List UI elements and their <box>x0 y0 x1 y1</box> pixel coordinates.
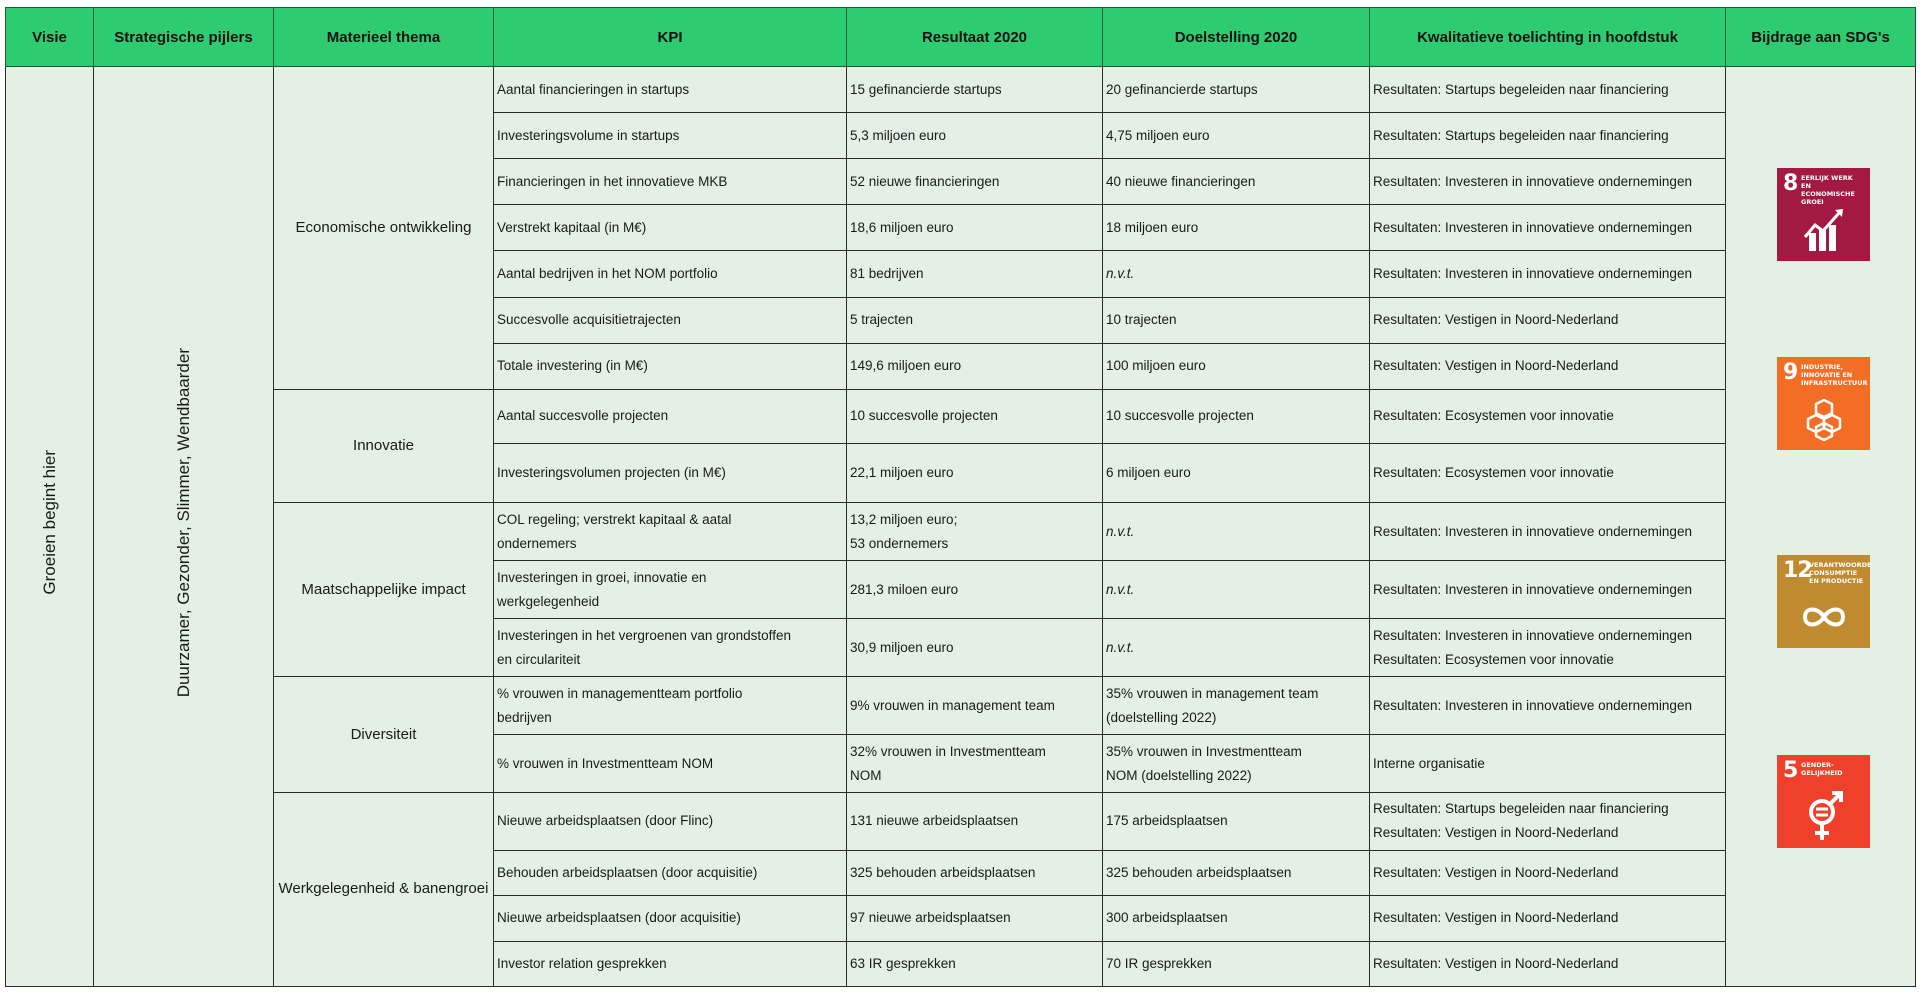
kpi-cell <box>494 677 847 735</box>
doelstelling-cell <box>1103 735 1370 793</box>
header-toelichting: Kwalitatieve toelichting in hoofdstuk <box>1370 8 1726 67</box>
sdg-title-line: CONSUMPTIE <box>1809 569 1858 577</box>
doelstelling-cell: n.v.t. <box>1103 619 1370 677</box>
header-kpi: KPI <box>494 8 847 67</box>
kpi-cell: Financieringen in het innovatieve MKB <box>494 159 847 205</box>
kpi-line: Investeringen in het vergroenen van grondstoffen <box>497 627 791 643</box>
sdg-title-line: GENDER- <box>1801 761 1834 769</box>
kpi-cell: Investeringsvolumen projecten (in M€) <box>494 444 847 503</box>
kpi-cell: Aantal bedrijven in het NOM portfolio <box>494 251 847 297</box>
toelichting-cell: Resultaten: Vestigen in Noord-Nederland <box>1370 941 1726 986</box>
sdg-title <box>1801 363 1866 387</box>
toelichting-cell: Resultaten: Investeren in innovatieve ondernemingen <box>1370 251 1726 297</box>
kpi-cell <box>494 503 847 561</box>
kpi-cell: % vrouwen in Investmentteam NOM <box>494 735 847 793</box>
toelichting-cell: Resultaten: Vestigen in Noord-Nederland <box>1370 895 1726 941</box>
resultaat-cell: 52 nieuwe financieringen <box>847 159 1103 205</box>
sdg-number: 5 <box>1783 758 1798 783</box>
header-pijlers: Strategische pijlers <box>94 8 274 67</box>
header-thema: Materieel thema <box>274 8 494 67</box>
kpi-line: COL regeling; verstrekt kapitaal & aatal <box>497 511 732 527</box>
table-row <box>6 792 1916 850</box>
doelstelling-cell: n.v.t. <box>1103 251 1370 297</box>
infinity-loop-icon <box>1777 592 1870 642</box>
resultaat-cell: 97 nieuwe arbeidsplaatsen <box>847 895 1103 941</box>
doelstelling-line: (doelstelling 2022) <box>1106 709 1217 725</box>
toelichting-cell: Resultaten: Vestigen in Noord-Nederland <box>1370 343 1726 389</box>
theme-werkgelegenheid: Werkgelegenheid & banengroei <box>274 792 494 986</box>
toelichting-cell: Resultaten: Ecosystemen voor innovatie <box>1370 389 1726 443</box>
resultaat-cell: 30,9 miljoen euro <box>847 619 1103 677</box>
visie-cell <box>6 67 94 987</box>
sdg-12-tile <box>1777 555 1870 648</box>
kpi-line: bedrijven <box>497 709 552 725</box>
kpi-cell: Totale investering (in M€) <box>494 343 847 389</box>
kpi-cell: Verstrekt kapitaal (in M€) <box>494 205 847 251</box>
doelstelling-cell: 10 trajecten <box>1103 297 1370 343</box>
doelstelling-cell: n.v.t. <box>1103 503 1370 561</box>
toelichting-cell: Resultaten: Investeren in innovatieve ondernemingen <box>1370 159 1726 205</box>
toelichting-cell: Resultaten: Investeren in innovatieve ondernemingen <box>1370 503 1726 561</box>
kpi-cell <box>494 561 847 619</box>
sdg-title-line: GELIJKHEID <box>1801 769 1843 777</box>
doelstelling-cell: 300 arbeidsplaatsen <box>1103 895 1370 941</box>
kpi-line: Investeringen in groei, innovatie en <box>497 569 707 585</box>
sdg-number: 9 <box>1783 360 1798 385</box>
table-row <box>6 677 1916 735</box>
kpi-cell: Succesvolle acquisitietrajecten <box>494 297 847 343</box>
doelstelling-line: 35% vrouwen in management team <box>1106 685 1319 701</box>
sdg-cell <box>1726 67 1916 987</box>
toelichting-cell: Resultaten: Ecosystemen voor innovatie <box>1370 444 1726 503</box>
sdg-title <box>1801 761 1866 777</box>
toelichting-cell: Resultaten: Investeren in innovatieve ondernemingen <box>1370 561 1726 619</box>
growth-chart-icon <box>1777 205 1870 255</box>
sdg-title-line: INDUSTRIE, <box>1801 363 1843 371</box>
sdg-number: 12 <box>1783 558 1812 583</box>
theme-diversiteit: Diversiteit <box>274 677 494 793</box>
doelstelling-cell: 10 succesvolle projecten <box>1103 389 1370 443</box>
toelichting-cell: Resultaten: Vestigen in Noord-Nederland <box>1370 850 1726 895</box>
kpi-line: en circulariteit <box>497 651 581 667</box>
sdg-5-tile <box>1777 755 1870 848</box>
toelichting-cell <box>1370 792 1726 850</box>
kpi-table <box>5 7 1916 987</box>
doelstelling-cell <box>1103 677 1370 735</box>
doelstelling-line: NOM (doelstelling 2022) <box>1106 767 1252 783</box>
theme-maatschappelijke-impact: Maatschappelijke impact <box>274 503 494 677</box>
doelstelling-cell: 325 behouden arbeidsplaatsen <box>1103 850 1370 895</box>
pijlers-cell <box>94 67 274 987</box>
resultaat-cell: 10 succesvolle projecten <box>847 389 1103 443</box>
header-doelstelling: Doelstelling 2020 <box>1103 8 1370 67</box>
kpi-cell: Investeringsvolume in startups <box>494 113 847 159</box>
sdg-title-line: INFRASTRUCTUUR <box>1801 379 1868 387</box>
resultaat-line: NOM <box>850 767 882 783</box>
kpi-cell: Aantal financieringen in startups <box>494 67 847 113</box>
sdg-title-line: EERLIJK WERK <box>1801 174 1853 182</box>
sdg-title <box>1801 174 1866 206</box>
toelichting-line: Resultaten: Vestigen in Noord-Nederland <box>1373 825 1619 841</box>
cubes-icon <box>1777 394 1870 444</box>
sdg-title-line: EN ECONOMISCHE <box>1801 182 1855 198</box>
kpi-line: werkgelegenheid <box>497 593 600 609</box>
doelstelling-cell: n.v.t. <box>1103 561 1370 619</box>
toelichting-cell: Resultaten: Investeren in innovatieve ondernemingen <box>1370 205 1726 251</box>
table-row <box>6 503 1916 561</box>
resultaat-cell: 131 nieuwe arbeidsplaatsen <box>847 792 1103 850</box>
resultaat-cell <box>847 503 1103 561</box>
sdg-title <box>1809 561 1872 585</box>
kpi-line: ondernemers <box>497 535 577 551</box>
resultaat-cell: 149,6 miljoen euro <box>847 343 1103 389</box>
resultaat-cell: 281,3 miloen euro <box>847 561 1103 619</box>
resultaat-cell: 22,1 miljoen euro <box>847 444 1103 503</box>
resultaat-cell: 81 bedrijven <box>847 251 1103 297</box>
sdg-title-line: EN PRODUCTIE <box>1809 577 1864 585</box>
resultaat-cell: 325 behouden arbeidsplaatsen <box>847 850 1103 895</box>
header-resultaat: Resultaat 2020 <box>847 8 1103 67</box>
sdg-column <box>1726 67 1915 986</box>
theme-economische-ontwikkeling: Economische ontwikkeling <box>274 67 494 390</box>
sdg-number: 8 <box>1783 171 1798 196</box>
doelstelling-cell: 18 miljoen euro <box>1103 205 1370 251</box>
doelstelling-cell: 6 miljoen euro <box>1103 444 1370 503</box>
sdg-8-tile <box>1777 168 1870 261</box>
resultaat-cell: 15 gefinancierde startups <box>847 67 1103 113</box>
resultaat-line: 53 ondernemers <box>850 535 949 551</box>
resultaat-line: 13,2 miljoen euro; <box>850 511 958 527</box>
kpi-cell: Nieuwe arbeidsplaatsen (door Flinc) <box>494 792 847 850</box>
sdg-9-tile <box>1777 357 1870 450</box>
doelstelling-line: 35% vrouwen in Investmentteam <box>1106 743 1302 759</box>
toelichting-line: Resultaten: Startups begeleiden naar financiering <box>1373 801 1669 817</box>
resultaat-cell: 18,6 miljoen euro <box>847 205 1103 251</box>
kpi-cell: Nieuwe arbeidsplaatsen (door acquisitie) <box>494 895 847 941</box>
sdg-title-line: VERANTWOORDE <box>1809 561 1872 569</box>
resultaat-cell: 9% vrouwen in management team <box>847 677 1103 735</box>
toelichting-cell <box>1370 619 1726 677</box>
resultaat-cell: 5,3 miljoen euro <box>847 113 1103 159</box>
kpi-cell: Behouden arbeidsplaatsen (door acquisitie) <box>494 850 847 895</box>
visie-text: Groeien begint hier <box>39 450 59 595</box>
gender-equality-icon <box>1777 792 1870 842</box>
resultaat-line: 32% vrouwen in Investmentteam <box>850 743 1046 759</box>
pijlers-text: Duurzamer, Gezonder, Slimmer, Wendbaarder <box>173 347 193 698</box>
toelichting-cell: Interne organisatie <box>1370 735 1726 793</box>
resultaat-cell: 63 IR gesprekken <box>847 941 1103 986</box>
header-row <box>6 8 1916 67</box>
kpi-line: % vrouwen in managementteam portfolio <box>497 685 743 701</box>
doelstelling-cell: 4,75 miljoen euro <box>1103 113 1370 159</box>
kpi-overview <box>5 7 1915 987</box>
doelstelling-cell: 20 gefinancierde startups <box>1103 67 1370 113</box>
resultaat-cell <box>847 735 1103 793</box>
toelichting-cell: Resultaten: Vestigen in Noord-Nederland <box>1370 297 1726 343</box>
kpi-cell: Aantal succesvolle projecten <box>494 389 847 443</box>
doelstelling-cell: 70 IR gesprekken <box>1103 941 1370 986</box>
toelichting-cell: Resultaten: Startups begeleiden naar financiering <box>1370 67 1726 113</box>
kpi-cell: Investor relation gesprekken <box>494 941 847 986</box>
table-row <box>6 389 1916 443</box>
toelichting-cell: Resultaten: Startups begeleiden naar financiering <box>1370 113 1726 159</box>
kpi-cell <box>494 619 847 677</box>
sdg-title-line: INNOVATIE EN <box>1801 371 1853 379</box>
theme-innovatie: Innovatie <box>274 389 494 503</box>
sdg-title-line: GROEI <box>1801 198 1824 206</box>
resultaat-cell: 5 trajecten <box>847 297 1103 343</box>
toelichting-line: Resultaten: Investeren in innovatieve ondernemingen <box>1373 627 1692 643</box>
toelichting-cell: Resultaten: Investeren in innovatieve ondernemingen <box>1370 677 1726 735</box>
toelichting-line: Resultaten: Ecosystemen voor innovatie <box>1373 651 1614 667</box>
doelstelling-cell: 175 arbeidsplaatsen <box>1103 792 1370 850</box>
doelstelling-cell: 40 nieuwe financieringen <box>1103 159 1370 205</box>
doelstelling-cell: 100 miljoen euro <box>1103 343 1370 389</box>
table-row <box>6 67 1916 113</box>
header-sdg: Bijdrage aan SDG's <box>1726 8 1916 67</box>
header-visie: Visie <box>6 8 94 67</box>
